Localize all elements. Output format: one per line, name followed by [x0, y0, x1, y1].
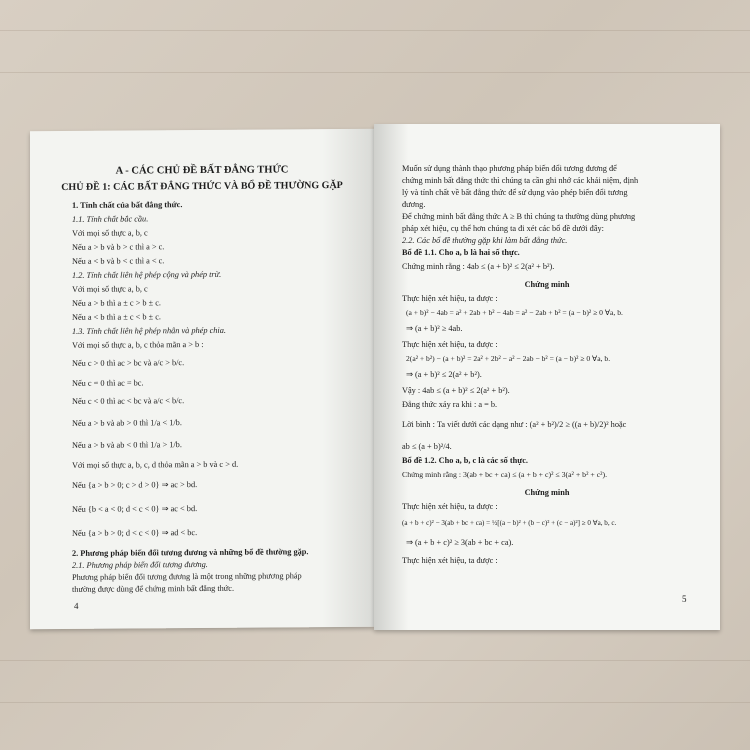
left-page [30, 129, 374, 629]
formula: (a + b + c)² − 3(ab + bc + ca) = ½[(a − b)² + (b − c)² + (c − a)²] ≥ 0 ∀a, b, c. [402, 519, 617, 527]
text-line: Muốn sử dụng thành thạo phương pháp biến đổi tương đương để [402, 164, 617, 173]
text-line: Thực hiện xét hiệu, ta được : [402, 556, 498, 565]
subsection-heading: 2.2. Các bổ đề thường gặp khi làm bất đẳng thức. [402, 236, 568, 245]
text-line: Với mọi số thực a, b, c [72, 284, 148, 294]
text-line: Nếu {a > b > 0; c > d > 0} ⇒ ac > bd. [72, 480, 198, 490]
text-line: Nếu c > 0 thì ac > bc và a/c > b/c. [72, 358, 185, 368]
formula: ⇒ (a + b)² ≥ 4ab. [406, 324, 463, 333]
text-line: Thực hiện xét hiệu, ta được : [402, 340, 498, 349]
right-page [374, 124, 720, 630]
section-heading: 2. Phương pháp biến đổi tương đương và những bổ đề thường gặp. [72, 547, 309, 558]
subsection-heading: 2.1. Phương pháp biến đổi tương đương. [72, 559, 208, 570]
page-number: 4 [74, 600, 79, 611]
text-line: Nếu c = 0 thì ac = bc. [72, 378, 144, 388]
text-line: Với mọi số thực a, b, c [72, 228, 148, 238]
text-line: Nếu a > b và ab > 0 thì 1/a < 1/b. [72, 418, 182, 428]
text-line: Nếu {a > b > 0; d < c < 0} ⇒ ad < bc. [72, 528, 198, 538]
formula: ⇒ (a + b + c)² ≥ 3(ab + bc + ca). [406, 538, 514, 547]
text-line: đương. [402, 200, 426, 209]
text-line: Nếu a > b và b > c thì a > c. [72, 242, 165, 252]
formula: (a + b)² − 4ab = a² + 2ab + b² − 4ab = a² − 2ab + b² = (a − b)² ≥ 0 ∀a, b. [406, 308, 623, 317]
text-line: Nếu a < b và b < c thì a < c. [72, 256, 165, 266]
text-line: lý và tính chất về bất đẳng thức để sử dụng vào phép biến đổi tương [402, 188, 628, 197]
chapter-title: A - CÁC CHỦ ĐỀ BẤT ĐẲNG THỨC [115, 164, 289, 177]
text-line: Thực hiện xét hiệu, ta được : [402, 294, 498, 303]
section-heading: 1. Tính chất của bất đẳng thức. [72, 200, 183, 210]
formula: ab ≤ (a + b)²/4. [402, 442, 452, 451]
proof-heading: Chứng minh [524, 488, 570, 497]
text-line: Nếu {b < a < 0; d < c < 0} ⇒ ac < bd. [72, 504, 198, 514]
text-line: Với mọi số thực a, b, c thỏa mãn a > b : [72, 339, 204, 350]
text-line: Thực hiện xét hiệu, ta được : [402, 502, 498, 511]
proof-heading: Chứng minh [524, 280, 570, 289]
formula: 2(a² + b²) − (a + b)² = 2a² + 2b² − a² − 2ab − b² = (a − b)² ≥ 0 ∀a, b. [406, 354, 611, 363]
subsection-heading: 1.2. Tính chất liên hệ phép cộng và phép trừ. [72, 269, 222, 280]
open-book [30, 124, 722, 630]
text-line: Đẳng thức xảy ra khi : a = b. [402, 400, 498, 409]
text-line: Với mọi số thực a, b, c, d thỏa mãn a > b và c > d. [72, 459, 239, 470]
text-line: Nếu c < 0 thì ac < bc và a/c < b/c. [72, 396, 185, 406]
lemma-heading: Bổ đề 1.2. Cho a, b, c là các số thực. [402, 456, 528, 465]
text-line: Nếu a < b thì a ± c < b ± c. [72, 312, 161, 322]
page-number: 5 [682, 594, 687, 604]
topic-title: CHỦ ĐỀ 1: CÁC BẤT ĐẲNG THỨC VÀ BỔ ĐỀ THƯỜNG GẶP [61, 180, 343, 193]
text-line: Để chứng minh bất đẳng thức A ≥ B thì chúng ta thường dùng phương [402, 212, 636, 221]
subsection-heading: 1.3. Tính chất liên hệ phép nhân và phép chia. [72, 325, 226, 336]
text-line: Nếu a > b thì a ± c > b ± c. [72, 298, 161, 308]
text-line: Vậy : 4ab ≤ (a + b)² ≤ 2(a² + b²). [402, 386, 510, 395]
text-line: Nếu a > b và ab < 0 thì 1/a > 1/b. [72, 440, 182, 450]
formula: ⇒ (a + b)² ≤ 2(a² + b²). [406, 370, 482, 379]
text-line: chứng minh bất đẳng thức thì chúng ta cần ghi nhớ các khái niệm, định [402, 176, 639, 185]
text-line: pháp xét hiệu, cụ thể hơn chúng ta đi xét các bổ đề dưới đây: [402, 224, 604, 233]
lemma-heading: Bổ đề 1.1. Cho a, b là hai số thực. [402, 248, 520, 257]
text-line: thường được dùng để chứng minh bất đẳng thức. [72, 583, 235, 594]
text-line: Chứng minh rằng : 4ab ≤ (a + b)² ≤ 2(a² + b²). [402, 262, 555, 271]
text-line: Chứng minh rằng : 3(ab + bc + ca) ≤ (a + b + c)² ≤ 3(a² + b² + c²). [402, 470, 608, 479]
remark-line: Lời bình : Ta viết dưới các dạng như : (a² + b²)/2 ≥ ((a + b)/2)² hoặc [402, 420, 627, 429]
subsection-heading: 1.1. Tính chất bắc cầu. [72, 214, 149, 224]
text-line: Phương pháp biến đổi tương đương là một trong những phương pháp [72, 571, 302, 582]
